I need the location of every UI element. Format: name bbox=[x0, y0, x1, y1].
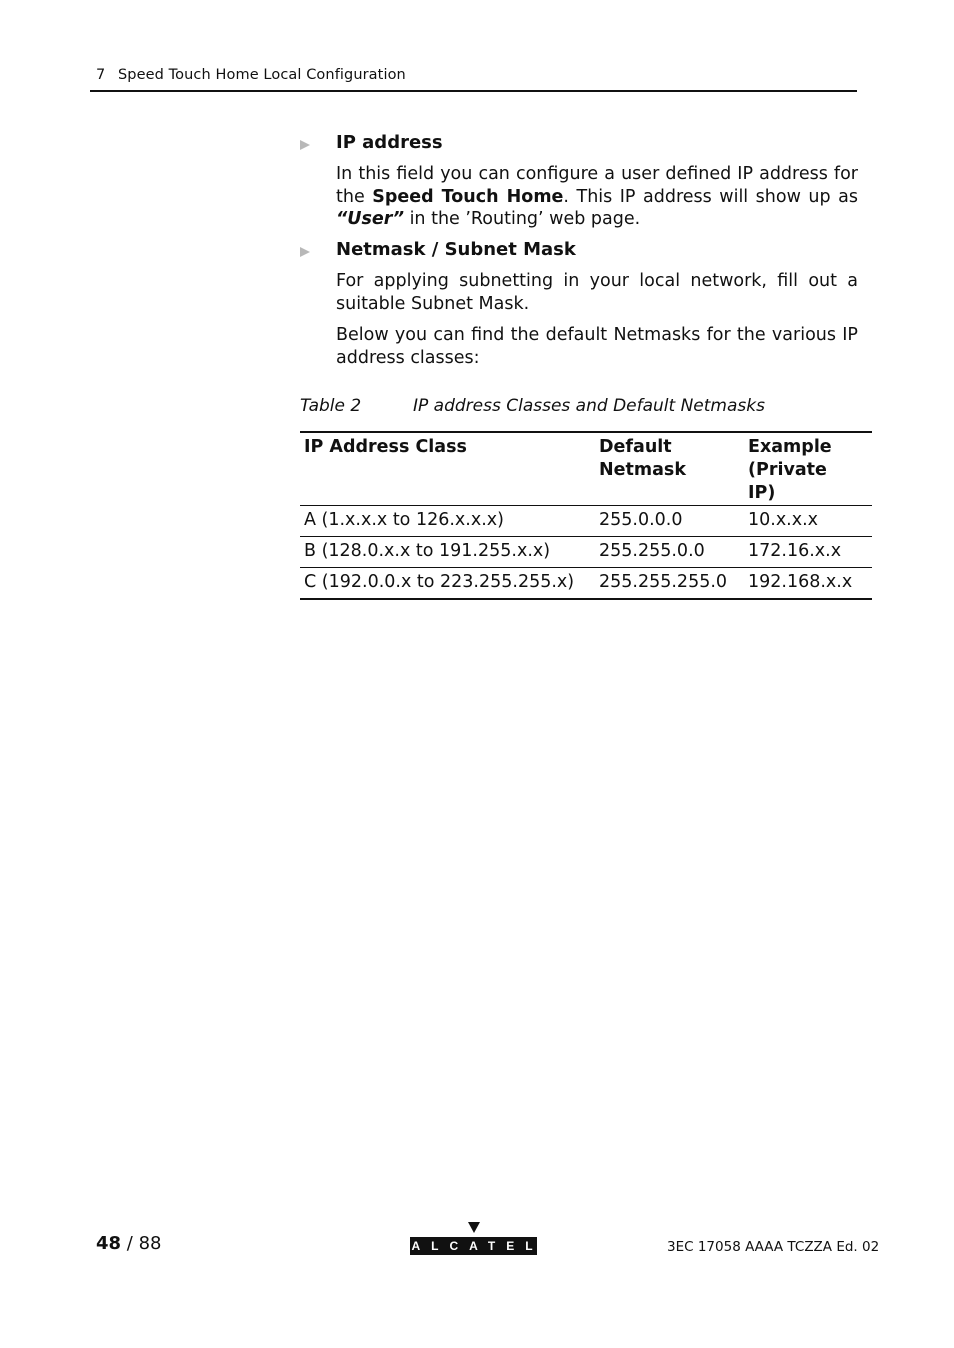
table-cell: 10.x.x.x bbox=[748, 510, 819, 530]
para-text: in the ’Routing’ web page. bbox=[404, 209, 641, 229]
bullet-arrow-icon bbox=[300, 247, 310, 257]
page-header bbox=[90, 64, 857, 92]
page-current: 48 bbox=[96, 1233, 122, 1254]
netmask-table bbox=[300, 431, 872, 600]
table-cell: A (1.x.x.x to 126.x.x.x) bbox=[304, 510, 504, 530]
table-header-row bbox=[300, 432, 872, 506]
ip-address-paragraph bbox=[336, 163, 858, 231]
para-text: . This IP address will show up as bbox=[563, 186, 858, 207]
table-row bbox=[300, 537, 872, 568]
page-number bbox=[96, 1233, 161, 1254]
table-cell: 255.255.0.0 bbox=[599, 541, 705, 561]
chapter-title: Speed Touch Home Local Configuration bbox=[118, 67, 406, 83]
chapter-number: 7 bbox=[96, 67, 106, 83]
netmask-paragraph-1: For applying subnetting in your local network, fill out a suitable Subnet Mask. bbox=[336, 271, 858, 314]
product-name: Speed Touch Home bbox=[372, 186, 564, 207]
column-header-class: IP Address Class bbox=[304, 437, 467, 457]
bullet-arrow-icon bbox=[300, 140, 310, 150]
user-label: “User” bbox=[336, 209, 404, 229]
table-caption-text: IP address Classes and Default Netmasks bbox=[413, 396, 765, 416]
table-row bbox=[300, 506, 872, 537]
column-header-netmask-text: Default Netmask bbox=[599, 437, 686, 480]
table-row bbox=[300, 568, 872, 600]
section-heading-ip-address: IP address bbox=[336, 132, 443, 153]
page-separator: / bbox=[121, 1233, 139, 1254]
para-text: In this field you can configure a user defined IP address for the bbox=[336, 164, 858, 207]
column-header-example-text: Example (Private IP) bbox=[748, 437, 832, 503]
document-reference: 3EC 17058 AAAA TCZZA Ed. 02 bbox=[667, 1239, 880, 1255]
page-total: 88 bbox=[138, 1233, 162, 1254]
column-header-example bbox=[744, 432, 872, 506]
table-cell: C (192.0.0.x to 223.255.255.x) bbox=[304, 572, 575, 592]
table-cell: 255.0.0.0 bbox=[599, 510, 683, 530]
table-cell: 255.255.255.0 bbox=[599, 572, 728, 592]
table-cell: 192.168.x.x bbox=[748, 572, 853, 592]
section-heading-netmask: Netmask / Subnet Mask bbox=[336, 239, 576, 260]
netmask-paragraph-2: Below you can find the default Netmasks for the various IP address classes: bbox=[336, 325, 858, 368]
table-cell: B (128.0.x.x to 191.255.x.x) bbox=[304, 541, 551, 561]
table-cell: 172.16.x.x bbox=[748, 541, 842, 561]
column-header-netmask bbox=[595, 432, 744, 506]
logo-triangle-icon bbox=[468, 1222, 480, 1233]
table-caption-number: Table 2 bbox=[300, 396, 362, 416]
logo-wordmark: ALCATEL bbox=[411, 1239, 544, 1253]
alcatel-logo bbox=[410, 1222, 544, 1256]
